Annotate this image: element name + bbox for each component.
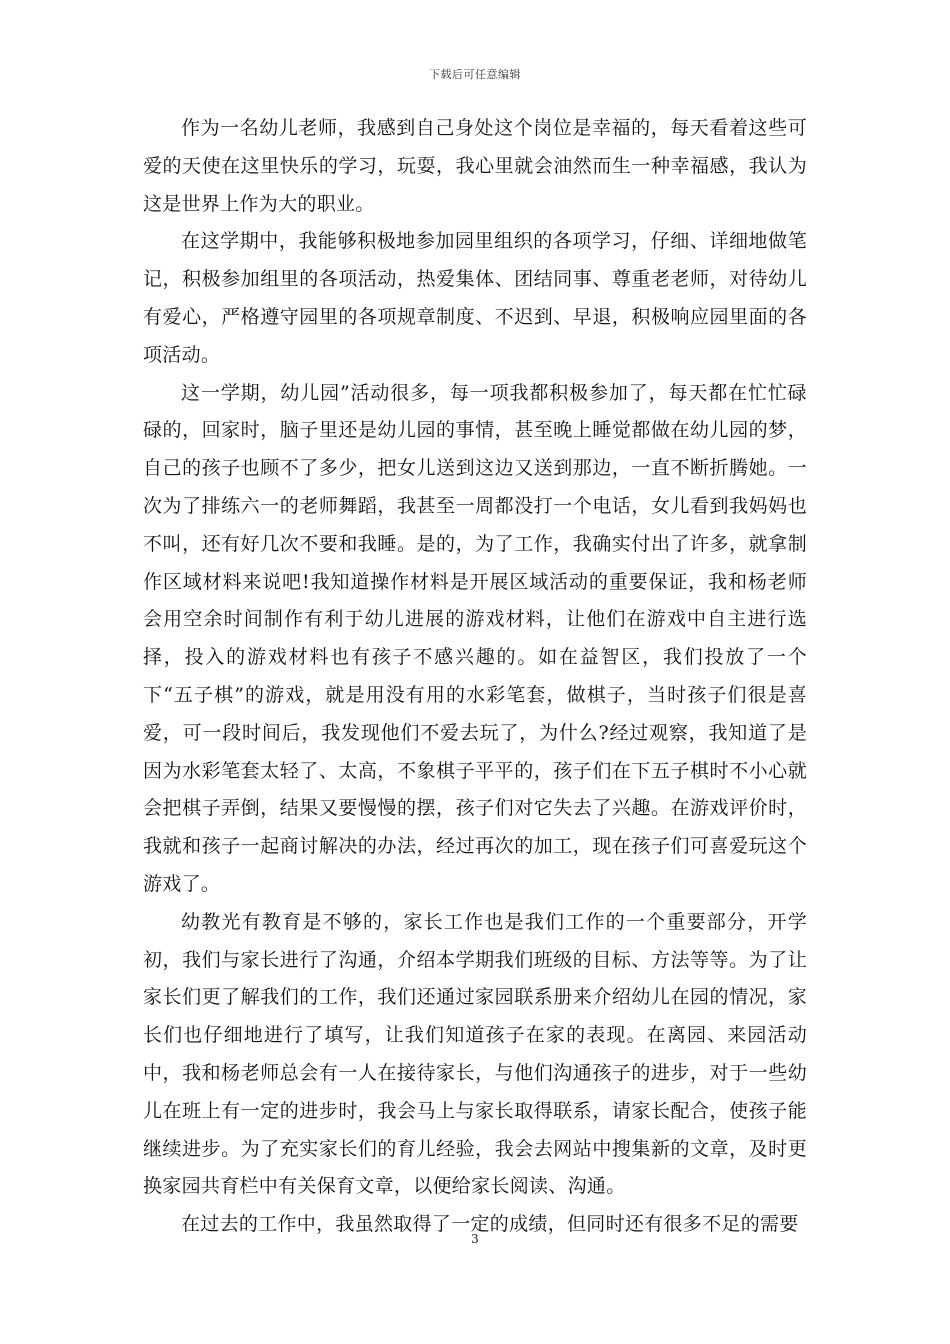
page-header: 下载后可任意编辑	[429, 68, 521, 81]
paragraph-3: 这一学期，幼儿园”活动很多，每一项我都积极参加了，每天都在忙忙碌碌的，回家时，脑子里还是幼儿园的事情，甚至晚上睡觉都做在幼儿园的梦，自己的孩子也顾不了多少，把女儿送到这边又送到那边，一直不断折腾她。一次为了排练六一的老师舞蹈，我甚至一周都没打一个电话，女儿看到我妈妈也不叫，还有好几次不要和我睡。是的，为了工作，我确实付出了许多，就拿制作区域材料来说吧!我知道操作材料是开展区域活动的重要保证，我和杨老师会用空余时间制作有利于幼儿进展的游戏材料，让他们在游戏中自主进行选择，投入的游戏材料也有孩子不感兴趣的。如在益智区，我们投放了一个下“五子棋”的游戏，就是用没有用的水彩笔套，做棋子，当时孩子们很是喜爱，可一段时间后，我发现他们不爱去玩了，为什么?经过观察，我知道了是因为水彩笔套太轻了、太高，不象棋子平平的，孩子们在下五子棋时不小心就会把棋子弄倒，结果又要慢慢的摆，孩子们对它失去了兴趣。在游戏评价时，我就和孩子一起商讨解决的办法，经过再次的加工，现在孩子们可喜爱玩这个游戏了。	[143, 381, 807, 895]
page-number: 3	[471, 1232, 479, 1246]
paragraph-5: 在过去的工作中，我虽然取得了一定的成绩，但同时还有很多不足的需要	[181, 1213, 799, 1236]
paragraph-2: 在这学期中，我能够积极地参加园里组织的各项学习，仔细、详细地做笔记，积极参加组里的各项活动，热爱集体、团结同事、尊重老老师，对待幼儿有爱心，严格遵守园里的各项规章制度、不迟到、早退，积极响应园里面的各项活动。	[143, 230, 807, 366]
document-body	[143, 110, 807, 1244]
paragraph-1: 作为一名幼儿老师，我感到自己身处这个岗位是幸福的，每天看着这些可爱的天使在这里快乐的学习，玩耍，我心里就会油然而生一种幸福感，我认为这是世界上作为大的职业。	[143, 117, 807, 215]
paragraph-4: 幼教光有教育是不够的，家长工作也是我们工作的一个重要部分，开学初，我们与家长进行了沟通，介绍本学期我们班级的目标、方法等等。为了让家长们更了解我们的工作，我们还通过家园联系册来介绍幼儿在园的情况，家长们也仔细地进行了填写，让我们知道孩子在家的表现。在离园、来园活动中，我和杨老师总会有一人在接待家长，与他们沟通孩子的进步，对于一些幼儿在班上有一定的进步时，我会马上与家长取得联系，请家长配合，使孩子能继续进步。为了充实家长们的育儿经验，我会去网站中搜集新的文章，及时更换家园共育栏中有关保育文章，以便给家长阅读、沟通。	[143, 910, 807, 1198]
